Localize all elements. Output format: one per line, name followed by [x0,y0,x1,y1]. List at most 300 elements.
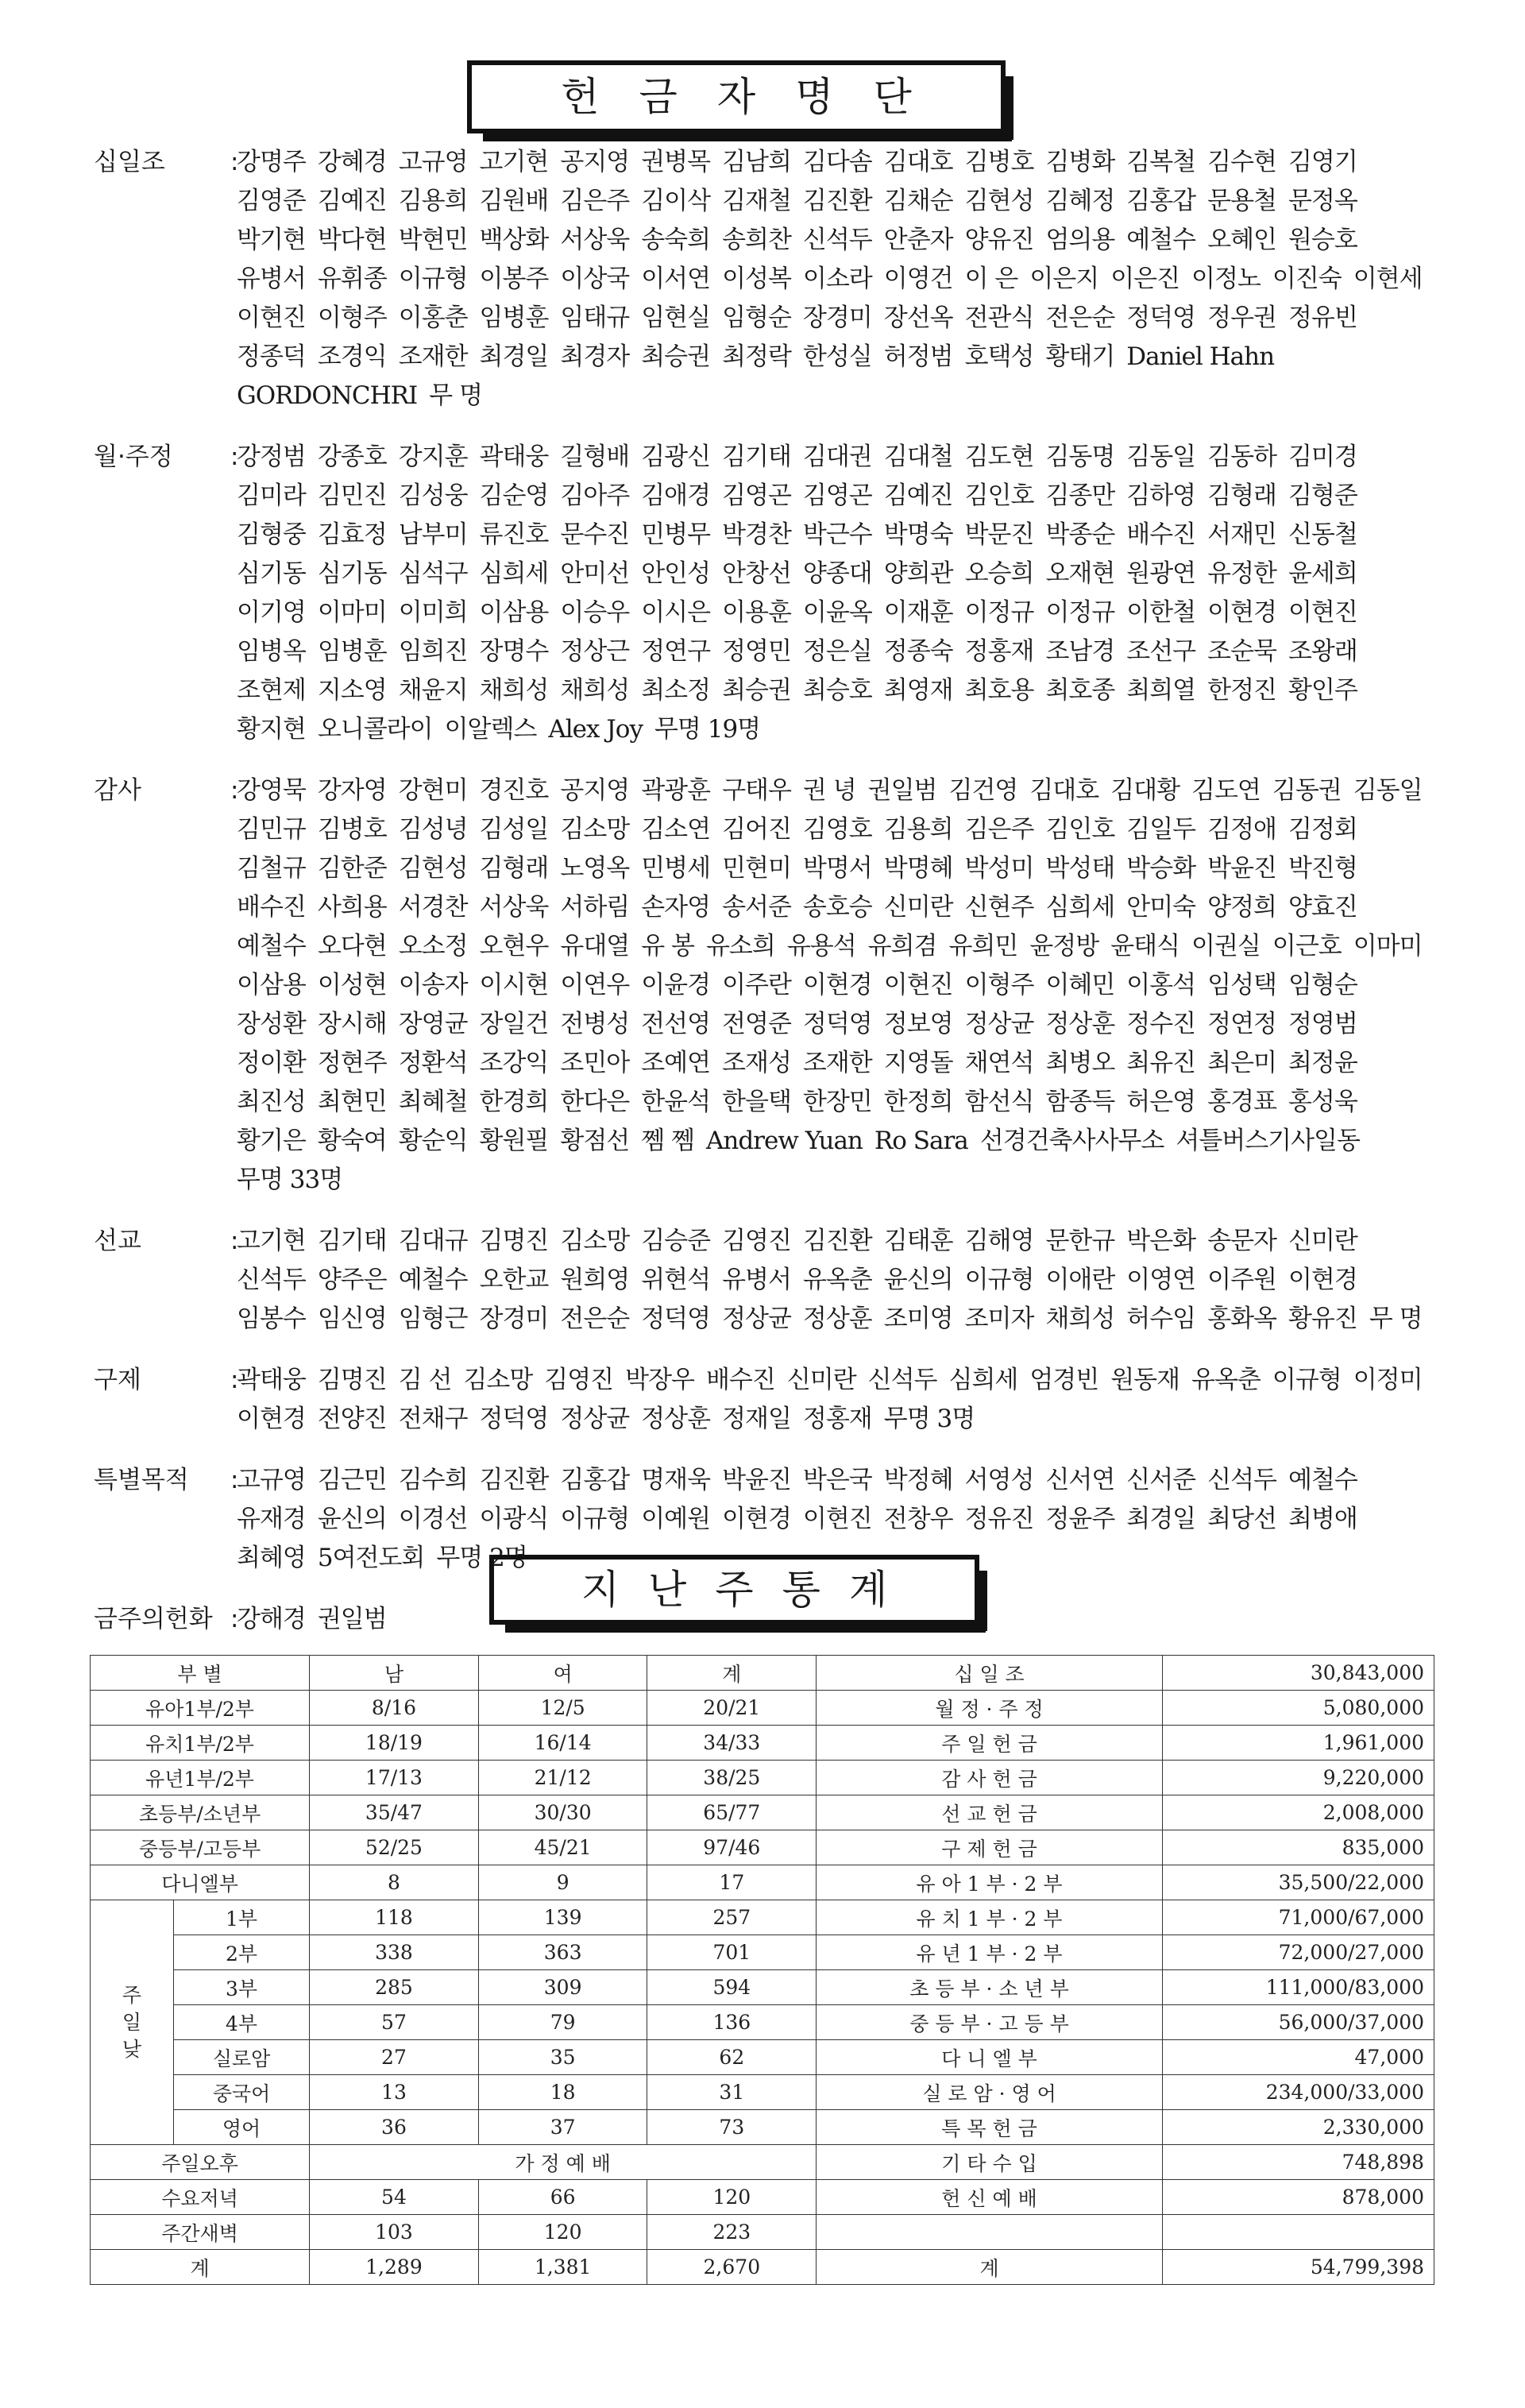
donor-name: 김동명 [1045,443,1115,471]
donor-name: 민병세 [641,854,711,883]
donor-name: 김건영 [948,776,1018,805]
donor-name: 이광식 [479,1505,549,1533]
donor-name: 김병호 [964,148,1034,176]
donor-name: 서영성 [964,1466,1034,1494]
donor-name: 김현성 [398,854,468,883]
donor-name: 채연석 [964,1049,1034,1077]
donor-name: 전창우 [883,1505,953,1533]
donor-name: 지영돌 [883,1049,953,1077]
offering-category: 선 교 헌 금 [817,1795,1163,1830]
donor-name: 김기태 [722,443,791,471]
stats-cell: 38/25 [647,1761,817,1795]
donor-name: 고기현 [479,148,549,176]
donor-name: 이예원 [641,1505,711,1533]
donor-name: 곽광훈 [641,776,711,805]
donor-name: 윤신의 [883,1266,953,1294]
donor-name: 김다솜 [802,148,872,176]
offering-amount: 72,000/27,000 [1162,1935,1434,1970]
donor-name: 공지영 [560,776,630,805]
donor-name: 이현경 [237,1405,306,1433]
donor-name: 김홍갑 [560,1466,630,1494]
donor-name: 배수진 [705,1366,775,1394]
donor-name: 서재민 [1207,520,1276,549]
donor-name: 이은지 [1029,265,1099,293]
donor-name: 무명 33명 [237,1165,343,1194]
donor-name: 강명주 [237,148,306,176]
donor-name: 채희성 [560,676,630,705]
donor-name: 곽태웅 [479,443,549,471]
donor-name: 원희영 [560,1266,630,1294]
donor-name: 김정회 [1288,815,1357,844]
donor-name: 허은영 [1126,1088,1196,1116]
donor-name: 정은실 [802,637,872,666]
donor-name: 조선구 [1126,637,1196,666]
service-cell: 중국어 [173,2075,309,2110]
donor-name: 김태훈 [883,1227,953,1255]
donor-name: 최혜영 [237,1544,306,1572]
donor-name: 한경희 [479,1088,549,1116]
donor-name: 김대철 [883,443,953,471]
donor-name: 황인주 [1288,676,1357,705]
donor-name: 이정노 [1191,265,1261,293]
donor-name: 김영곤 [722,481,791,510]
stats-cell: 57 [310,2005,479,2040]
service-cell: 4부 [173,2005,309,2040]
donor-name: 조경익 [317,342,387,371]
donor-name: 양효진 [1288,893,1357,922]
donor-section: 구제 : 곽태웅 김명진 김 선 김소망 김영진 박장우 배수진 신미란 신석두 심희세 엄경빈 원동재 유옥춘 이규형 이정미 이현경 전양진 전채구 정덕영 정상균 정상훈 정재일 정홍재 무명 3명 [94,1361,1436,1439]
donor-name: 이정규 [964,598,1034,627]
donor-name: 김동하 [1207,443,1276,471]
donor-name: 원승호 [1288,226,1357,254]
donor-name: 김동일 [1353,776,1423,805]
donor-name: 조미영 [883,1304,953,1333]
offering-category: 중 등 부 · 고 등 부 [817,2005,1163,2040]
donor-name: 강지훈 [398,443,468,471]
donor-name: 박명혜 [883,854,953,883]
donor-name: 이한철 [1126,598,1196,627]
stats-cell: 계 [647,1656,817,1691]
donor-name: 김일두 [1126,815,1196,844]
donor-name: 박은국 [802,1466,872,1494]
dept-cell: 유아1부/2부 [91,1691,310,1726]
offering-amount: 54,799,398 [1162,2250,1434,2285]
stats-row [91,2215,1434,2250]
donor-name: 정유빈 [1288,303,1357,332]
donor-name: 장명수 [479,637,549,666]
donor-name: 장경미 [479,1304,549,1333]
donor-name: 전병성 [560,1010,630,1038]
stats-row [91,2180,1434,2215]
donor-name: 정상균 [964,1010,1034,1038]
donor-name: 명재욱 [641,1466,711,1494]
donor-name: 정수진 [1126,1010,1196,1038]
donor-name: 이정미 [1353,1366,1423,1394]
donor-name: 강정범 [237,443,306,471]
donor-name: 장경미 [802,303,872,332]
donor-name: 정홍재 [964,637,1034,666]
donor-name: 민병무 [641,520,711,549]
offering-amount [1162,2215,1434,2250]
donor-name: 김채순 [883,187,953,215]
donor-name: 김광신 [641,443,711,471]
section-label: 구제 [94,1366,141,1394]
stats-cell: 8 [310,1865,479,1900]
donor-name: 김성웅 [398,481,468,510]
stats-cell: 139 [478,1900,647,1935]
donor-name: 신석두 [802,226,872,254]
stats-cell: 1,381 [478,2250,647,2285]
donor-name: 오한교 [479,1266,549,1294]
donor-name: 최영재 [883,676,953,705]
donor-name: 양종대 [802,559,872,588]
donor-name: 오현우 [479,932,549,960]
donor-name: 윤태식 [1110,932,1180,960]
donor-name: 유옥춘 [1191,1366,1261,1394]
donor-name: 엄의용 [1045,226,1115,254]
donor-name: 예철수 [1288,1466,1357,1494]
donor-name: 김영호 [802,815,872,844]
donor-name: 김대호 [1029,776,1099,805]
stats-cell: 338 [310,1935,479,1970]
donor-name: 신현주 [964,893,1034,922]
donor-name: 신미란 [1288,1227,1357,1255]
donor-name: 김소연 [641,815,711,844]
donor-name: 정덕영 [1126,303,1196,332]
donor-name: 김영준 [237,187,306,215]
donor-name: 김예진 [883,481,953,510]
donor-name: 이현경 [802,971,872,999]
donor-name: 김이삭 [641,187,711,215]
donor-name: 원동재 [1110,1366,1180,1394]
offering-amount: 748,898 [1162,2145,1434,2180]
donor-name: 김수현 [1207,148,1276,176]
donor-name: 문정옥 [1288,187,1357,215]
donor-name: 정덕영 [479,1405,549,1433]
donor-name: 최승호 [802,676,872,705]
stats-row [91,1726,1434,1761]
donor-name: 장성환 [237,1010,306,1038]
donor-name: 오니콜라이 [317,715,433,744]
stats-cell: 309 [478,1970,647,2005]
donor-name: 권일범 [317,1605,387,1633]
offering-category: 특 목 헌 금 [817,2110,1163,2145]
donor-name: 김대황 [1110,776,1180,805]
donor-name: 서상욱 [560,226,630,254]
donor-name: 유희겸 [867,932,937,960]
donor-name: 안창선 [722,559,791,588]
donor-name: 이미희 [398,598,468,627]
donor-name: 김용희 [883,815,953,844]
donor-name: 김형중 [237,520,306,549]
stats-cell: 73 [647,2110,817,2145]
donor-name: 김명진 [479,1227,549,1255]
offering-category: 초 등 부 · 소 년 부 [817,1970,1163,2005]
donor-name: 김진환 [802,1227,872,1255]
dept-cell: 계 [91,2250,310,2285]
donor-name: 정상근 [560,637,630,666]
donor-name: 임형순 [1288,971,1357,999]
donor-name: 김수희 [398,1466,468,1494]
dept-cell: 부 별 [91,1656,310,1691]
donor-name: 이현진 [1288,598,1357,627]
stats-cell: 701 [647,1935,817,1970]
stats-row [91,1795,1434,1830]
donor-name: 이소라 [802,265,872,293]
donor-name: 서상욱 [479,893,549,922]
donor-name: 예철수 [1126,226,1196,254]
donor-name: 최정락 [722,342,791,371]
donor-name: 이홍석 [1126,971,1196,999]
offering-category: 헌 신 예 배 [817,2180,1163,2215]
stats-cell: 36 [310,2110,479,2145]
donor-name: 안춘자 [883,226,953,254]
donor-name: 김철규 [237,854,306,883]
offering-amount: 835,000 [1162,1830,1434,1865]
donor-name: 황점선 [560,1127,630,1155]
donor-name: 이홍춘 [398,303,468,332]
donor-name: 심희세 [479,559,549,588]
stats-row [91,1900,1434,1935]
donor-name: 허수임 [1126,1304,1196,1333]
donor-name: 강자영 [317,776,387,805]
offering-category: 실 로 암 · 영 어 [817,2075,1163,2110]
donor-name: 최경자 [560,342,630,371]
donor-name: 유정한 [1207,559,1276,588]
offering-amount: 30,843,000 [1162,1656,1434,1691]
donor-name: 심석구 [398,559,468,588]
stats-cell: 13 [310,2075,479,2110]
donor-name: 셔틀버스기사일동 [1176,1127,1360,1155]
donor-name: 최승권 [641,342,711,371]
donor-name: 한을택 [722,1088,791,1116]
donor-name: 윤정방 [1029,932,1099,960]
donor-name: 송희찬 [722,226,791,254]
offering-amount: 47,000 [1162,2040,1434,2075]
donor-name: 채윤지 [398,676,468,705]
stats-row [91,2110,1434,2145]
donor-name: 정상균 [560,1405,630,1433]
donor-name: 박성미 [964,854,1034,883]
donor-name: 김애경 [641,481,711,510]
donor-name: 신서준 [1126,1466,1196,1494]
offering-category: 유 치 1 부 · 2 부 [817,1900,1163,1935]
donor-name: 이송자 [398,971,468,999]
donor-name: 이혜민 [1045,971,1115,999]
donor-name: 송숙희 [641,226,711,254]
donor-name: 정환석 [398,1049,468,1077]
stats-cell: 103 [310,2215,479,2250]
donor-name: 윤신의 [317,1505,387,1533]
stats-cell: 97/46 [647,1830,817,1865]
donor-name: 김영진 [544,1366,614,1394]
donor-name: 조현제 [237,676,306,705]
donor-name: 이경선 [398,1505,468,1533]
donor-name: 정상훈 [641,1405,711,1433]
donor-name: 문수진 [560,520,630,549]
donor-name: 정상균 [722,1304,791,1333]
donor-name: 박명서 [802,854,872,883]
stats-cell: 27 [310,2040,479,2075]
donor-name: 전은순 [1045,303,1115,332]
service-cell: 1부 [173,1900,309,1935]
donor-name: 김어진 [722,815,791,844]
donor-name: 김용희 [398,187,468,215]
stats-cell: 285 [310,1970,479,2005]
donor-name: 김소망 [463,1366,533,1394]
donor-name: 김대권 [802,443,872,471]
donor-name: 김한준 [317,854,387,883]
donor-section: 선교 : 고기현 김기태 김대규 김명진 김소망 김승준 김영진 김진환 김태훈 김해영 문한규 박은화 송문자 신미란 신석두 양주은 예철수 오한교 원희영 위현석 유병서 유옥춘 윤신의 이규형 이애란 이영연 이주원 이현경 임봉수 임신영 임형근 장경미 전은순 정덕영 정상균 정상훈 조미영 조미자 채희성 허수임 홍화옥 황유진 무 명 [94,1222,1436,1339]
donor-name: 황숙여 [317,1127,387,1155]
donor-name: 무명 19명 [654,715,761,744]
donor-name: 이 은 [964,265,1018,293]
donor-name: 송문자 [1207,1227,1276,1255]
donor-name: 김은주 [560,187,630,215]
donor-name: 5여전도회 [317,1544,425,1572]
stats-cell: 20/21 [647,1691,817,1726]
donor-name: 이마미 [1353,932,1423,960]
donor-name: 원광연 [1126,559,1196,588]
donor-name: 지소영 [317,676,387,705]
donor-name: 정종덕 [237,342,306,371]
donor-name: 전선영 [641,1010,711,1038]
donor-name: 오소정 [398,932,468,960]
donor-name: 이규형 [398,265,468,293]
donor-name: 김 선 [398,1366,452,1394]
donor-name: 류진호 [479,520,549,549]
donor-name: GORDONCHRI [237,381,418,410]
donor-name: 김민규 [237,815,306,844]
donor-name: 김근민 [317,1466,387,1494]
donor-name: 유 봉 [641,932,694,960]
donor-name: 정현주 [317,1049,387,1077]
donor-name: 박성태 [1045,854,1115,883]
donor-name: 김소망 [560,1227,630,1255]
donor-name: 양주은 [317,1266,387,1294]
stats-cell: 257 [647,1900,817,1935]
donor-name: 곽태웅 [237,1366,306,1394]
donor-name: 정덕영 [802,1010,872,1038]
donor-name: 김효정 [317,520,387,549]
donor-name: 김현성 [964,187,1034,215]
stats-row [91,1935,1434,1970]
donor-name: 호택성 [964,342,1034,371]
donor-name: 황원필 [479,1127,549,1155]
donor-name: 심기동 [237,559,306,588]
donor-name: 김복철 [1126,148,1196,176]
donor-name: 윤세희 [1288,559,1357,588]
donor-name: 장시해 [317,1010,387,1038]
donor-name: 박정혜 [883,1466,953,1494]
stats-cell: 30/30 [478,1795,647,1830]
donor-name: 박근수 [802,520,872,549]
donor-name: 전채구 [398,1405,468,1433]
service-cell: 실로암 [173,2040,309,2075]
stats-row [91,1865,1434,1900]
donor-name: 조미자 [964,1304,1034,1333]
donor-name: 김재철 [722,187,791,215]
donor-name: 함선식 [964,1088,1034,1116]
stats-row [91,2005,1434,2040]
donor-name: 정영범 [1288,1010,1357,1038]
donor-name: 안미선 [560,559,630,588]
donor-name: 김남희 [722,148,791,176]
donor-name: 임현실 [641,303,711,332]
donor-name: 임형순 [722,303,791,332]
stats-cell: 136 [647,2005,817,2040]
donor-name: 박경찬 [722,520,791,549]
donor-name: 정상훈 [802,1304,872,1333]
donor-name: 전양진 [317,1405,387,1433]
donor-name: 홍경표 [1207,1088,1276,1116]
donor-name: 박은화 [1126,1227,1196,1255]
section-label: 십일조 [94,148,165,176]
donor-name: 박윤진 [1207,854,1276,883]
donor-name: 김병화 [1045,148,1115,176]
donor-name: 권일범 [867,776,937,805]
donor-name: 이봉주 [479,265,549,293]
stats-cell: 35/47 [310,1795,479,1830]
donor-name: 김원배 [479,187,549,215]
donor-name: 신서연 [1045,1466,1115,1494]
donor-name: 심기동 [317,559,387,588]
donor-name: 송서준 [722,893,791,922]
donor-name: 최승권 [722,676,791,705]
donor-name: 위현석 [641,1266,711,1294]
donor-name: 김종만 [1045,481,1115,510]
donor-name: 김승준 [641,1227,711,1255]
donor-section: 금주의헌화 : 강해경 권일범 [94,1600,1436,1639]
donor-name: 손자영 [641,893,711,922]
donor-name: 배수진 [237,893,306,922]
offering-category [817,2215,1163,2250]
donor-name: 박윤진 [722,1466,791,1494]
donor-name: 김해영 [964,1227,1034,1255]
dept-cell: 주일오후 [91,2145,310,2180]
donor-name: 조남경 [1045,637,1115,666]
stats-row [91,1761,1434,1795]
donor-name: 문용철 [1207,187,1276,215]
stats-cell: 8/16 [310,1691,479,1726]
donor-name: 양유진 [964,226,1034,254]
offering-category: 기 타 수 입 [817,2145,1163,2180]
stats-cell: 52/25 [310,1830,479,1865]
donor-name: 김병호 [317,815,387,844]
offering-amount: 234,000/33,000 [1162,2075,1434,2110]
donor-name: 홍화옥 [1207,1304,1276,1333]
donor-name: 정보영 [883,1010,953,1038]
donor-name: 김예진 [317,187,387,215]
donor-name: 최당선 [1207,1505,1276,1533]
donor-name: 신석두 [237,1266,306,1294]
donor-name: 정상훈 [1045,1010,1115,1038]
donor-name: 이현경 [722,1505,791,1533]
donor-name: 신미란 [786,1366,856,1394]
donor-name: 김소망 [560,815,630,844]
stats-cell: 17 [647,1865,817,1900]
donor-name: 최경일 [1126,1505,1196,1533]
donor-name: 장선옥 [883,303,953,332]
donor-name: 최현민 [317,1088,387,1116]
donor-name: 오혜인 [1207,226,1276,254]
donor-name: 김순영 [479,481,549,510]
donor-name: 이현진 [802,1505,872,1533]
donor-name: 이현진 [237,303,306,332]
section-label: 선교 [94,1227,141,1255]
donor-name: 김영기 [1288,148,1357,176]
stats-cell: 9 [478,1865,647,1900]
